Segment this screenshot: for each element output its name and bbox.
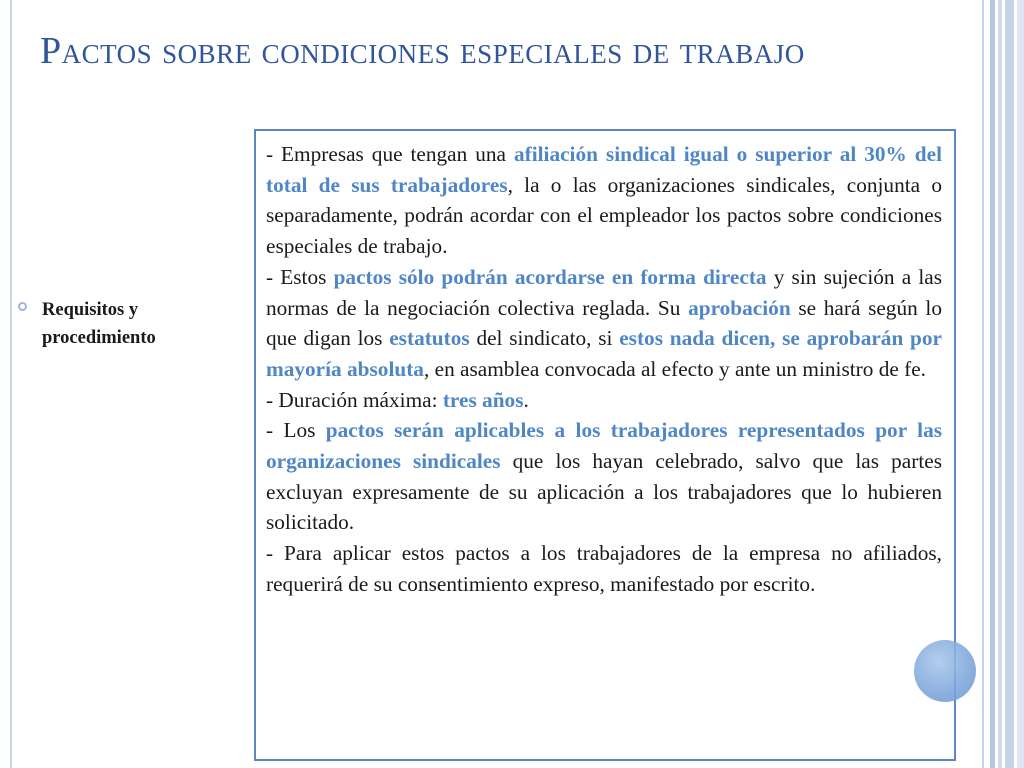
slide-title: Pactos sobre condiciones especiales de trabajo [40,30,805,72]
highlighted-text: afiliación sindical igual o superior al 30% del total de sus trabajadores [266,142,942,197]
body-text: - Estos [266,264,334,289]
highlighted-text: aprobación [688,295,791,320]
label-line-2: procedimiento [42,328,156,348]
highlighted-text: tres años [442,387,524,412]
body-text: y sin sujeción a las normas de la negociación colectiva reglada. Su [266,264,942,320]
body-text: - Empresas que tengan una [266,142,514,166]
body-text: , la o las organizaciones sindicales, conjunta o separadamente, podrán acordar con el empleador los pactos sobre condiciones especiales de trabajo. [266,172,942,259]
stripe [998,0,1002,768]
body-text: se hará según lo que digan los [266,295,942,351]
label-line-1: Requisitos y [42,300,139,320]
blue-circle-icon [914,640,976,702]
right-decorative-stripes [980,0,1024,768]
body-text: - Los [266,418,326,443]
body-text: . [523,387,529,412]
stripe [982,0,984,768]
body-text: - Para aplicar estos pactos a los trabajadores de la empresa no afiliados, requerirá de su consentimiento expreso, manifestado por escrito. [266,541,942,596]
label-text [42,296,223,352]
stripe [990,0,995,768]
highlighted-text: estos nada dicen, se aprobarán por mayoría absoluta [266,326,943,381]
highlighted-text: pactos sólo podrán acordarse en forma directa [333,264,767,289]
requirements-label [18,296,223,352]
paragraph [266,139,942,262]
stripe [1017,0,1024,768]
content-box [254,129,956,761]
stripe [1005,0,1014,768]
paragraph [266,415,942,538]
left-decorative-rule [10,0,12,768]
highlighted-text: estatutos [389,326,470,351]
ring-bullet-icon [18,302,27,311]
highlighted-text: pactos serán aplicables a los trabajadores representados por las organizaciones sindicales [266,418,943,474]
body-text: que los hayan celebrado, salvo que las partes excluyan expresamente de su aplicación a los trabajadores que lo hubieren solicitado. [266,449,942,535]
paragraph [266,385,942,416]
paragraph [266,262,942,385]
paragraph [266,538,942,599]
body-text: , en asamblea convocada al efecto y ante un ministro de fe. [423,356,927,381]
body-text: - Duración máxima: [266,387,443,412]
body-text: del sindicato, si [469,326,620,351]
